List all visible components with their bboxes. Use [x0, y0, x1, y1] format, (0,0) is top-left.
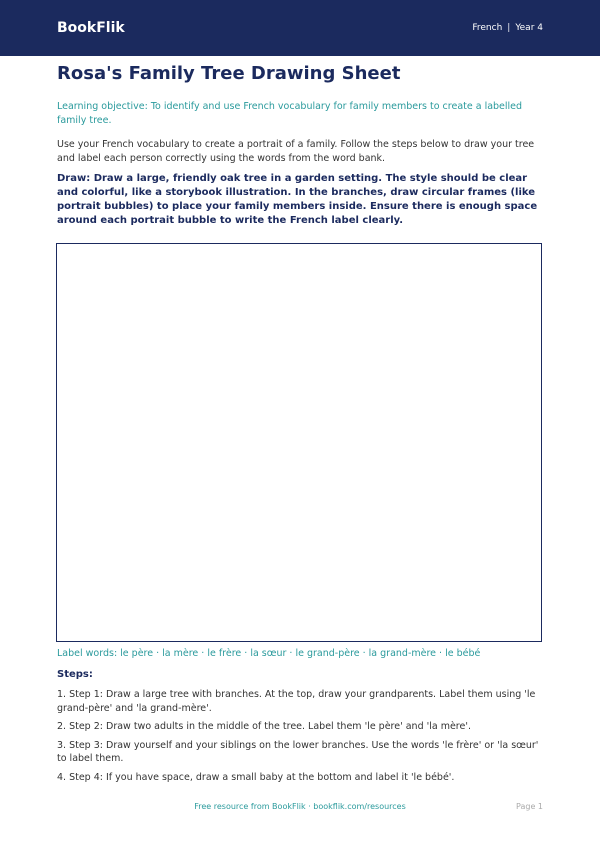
- learning-objective: Learning objective: To identify and use French vocabulary for family members to create a labelled family tree.: [57, 101, 523, 126]
- step-item: 4. Step 4: If you have space, draw a small baby at the bottom and label it 'le bébé'.: [57, 771, 455, 783]
- intro-text: Use your French vocabulary to create a portrait of a family. Follow the steps below to draw your tree and label each person correctly using the words from the word bank.: [57, 139, 535, 164]
- steps-heading: Steps:: [57, 669, 93, 680]
- separator: |: [507, 23, 511, 33]
- page-number: Page 1: [516, 802, 543, 811]
- footer-credit-link[interactable]: Free resource from BookFlik · bookflik.com/resources: [194, 802, 406, 811]
- drawing-area[interactable]: [56, 243, 542, 642]
- brand-logo: BookFlik: [57, 20, 125, 36]
- step-item: 3. Step 3: Draw yourself and your siblings on the lower branches. Use the words 'le frère' or 'la sœur' to label them.: [57, 739, 539, 764]
- page-title: Rosa's Family Tree Drawing Sheet: [57, 63, 401, 84]
- page-header: [0, 0, 600, 56]
- step-item: 1. Step 1: Draw a large tree with branches. At the top, draw your grandparents. Label them using 'le grand-père' and 'la grand-mère'.: [57, 689, 536, 714]
- page-footer: [0, 802, 600, 816]
- word-bank: Label words: le père · la mère · le frère · la sœur · le grand-père · la grand-mère · le bébé: [57, 648, 481, 659]
- step-item: 2. Step 2: Draw two adults in the middle of the tree. Label them 'le père' and 'la mère'.: [57, 721, 471, 732]
- draw-instruction: Draw: Draw a large, friendly oak tree in a garden setting. The style should be clear and colorful, like a storybook illustration. In the branches, draw circular frames (like portrait bubbles) to place your family members inside. Ensure there is enough space around each portrait bubble to write the French label clearly.: [57, 173, 538, 226]
- year-label: Year 4: [515, 23, 543, 33]
- steps-list: [57, 688, 547, 789]
- subject-year-label: [472, 23, 543, 33]
- subject-label: French: [472, 23, 503, 33]
